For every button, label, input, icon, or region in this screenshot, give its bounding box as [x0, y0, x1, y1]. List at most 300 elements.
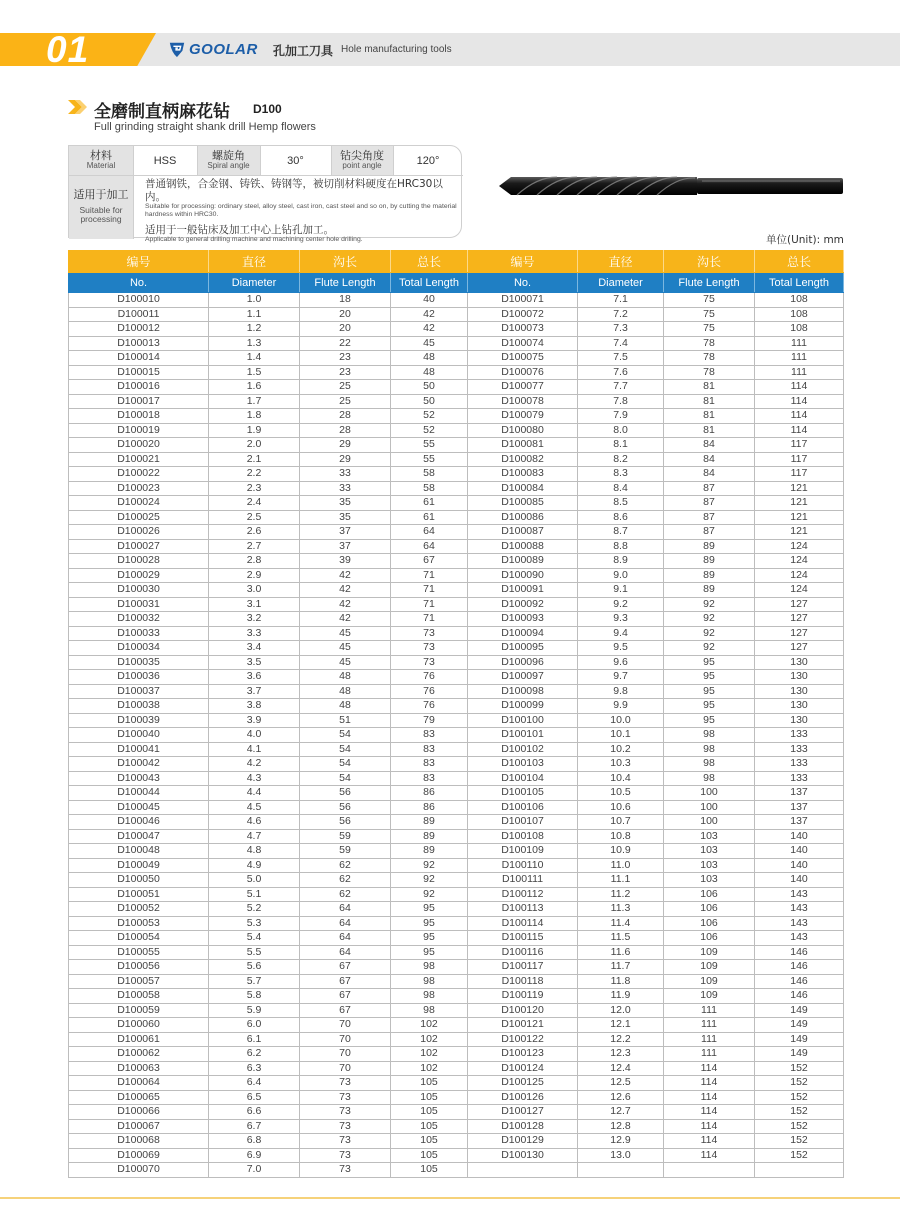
- cell-no: D100044: [69, 786, 209, 801]
- cell-total-length-2: 124: [755, 568, 844, 583]
- cell-no-2: D100127: [468, 1105, 578, 1120]
- cell-flute-length-2: 98: [664, 742, 755, 757]
- cell-diameter-2: 7.7: [578, 380, 664, 395]
- cell-total-length-2: [755, 1163, 844, 1178]
- cell-diameter: 2.1: [209, 452, 300, 467]
- cell-no-2: D100083: [468, 467, 578, 482]
- cell-no: D100061: [69, 1032, 209, 1047]
- cell-flute-length: 35: [300, 510, 391, 525]
- table-row: [69, 1105, 844, 1120]
- cell-flute-length: 37: [300, 539, 391, 554]
- cell-diameter: 2.2: [209, 467, 300, 482]
- cell-no-2: D100105: [468, 786, 578, 801]
- cell-total-length-2: 146: [755, 945, 844, 960]
- cell-diameter-2: 10.0: [578, 713, 664, 728]
- table-row: [69, 641, 844, 656]
- cell-no: D100047: [69, 829, 209, 844]
- cell-diameter: 1.6: [209, 380, 300, 395]
- cell-total-length: 61: [391, 496, 468, 511]
- table-row: [69, 960, 844, 975]
- cell-no: D100013: [69, 336, 209, 351]
- cell-no-2: D100078: [468, 394, 578, 409]
- cell-no-2: D100101: [468, 728, 578, 743]
- cell-total-length: 55: [391, 452, 468, 467]
- cell-flute-length-2: 84: [664, 467, 755, 482]
- cell-no-2: D100108: [468, 829, 578, 844]
- cell-diameter: 6.2: [209, 1047, 300, 1062]
- cell-total-length-2: 108: [755, 322, 844, 337]
- cell-flute-length-2: 81: [664, 380, 755, 395]
- cell-total-length: 76: [391, 670, 468, 685]
- cell-diameter-2: 8.4: [578, 481, 664, 496]
- cell-flute-length: 62: [300, 858, 391, 873]
- table-row: [69, 351, 844, 366]
- cell-flute-length-2: 81: [664, 423, 755, 438]
- cell-total-length-2: 152: [755, 1148, 844, 1163]
- table-row: [69, 684, 844, 699]
- cell-total-length-2: 133: [755, 771, 844, 786]
- header-total-en-2: Total Length: [755, 273, 844, 293]
- cell-flute-length-2: 114: [664, 1119, 755, 1134]
- cell-total-length-2: 127: [755, 597, 844, 612]
- cell-no-2: D100077: [468, 380, 578, 395]
- cell-no-2: D100120: [468, 1003, 578, 1018]
- cell-no-2: D100092: [468, 597, 578, 612]
- cell-diameter: 3.4: [209, 641, 300, 656]
- cell-total-length-2: 108: [755, 293, 844, 308]
- cell-total-length: 92: [391, 858, 468, 873]
- cell-flute-length-2: 103: [664, 829, 755, 844]
- table-row: [69, 916, 844, 931]
- cell-no: D100035: [69, 655, 209, 670]
- cell-total-length-2: 130: [755, 655, 844, 670]
- cell-diameter: 6.0: [209, 1018, 300, 1033]
- cell-total-length-2: 127: [755, 612, 844, 627]
- cell-diameter-2: 11.3: [578, 902, 664, 917]
- cell-total-length-2: 127: [755, 641, 844, 656]
- table-row: [69, 974, 844, 989]
- cell-flute-length: 54: [300, 757, 391, 772]
- page-number: 01: [46, 29, 90, 70]
- cell-flute-length-2: [664, 1163, 755, 1178]
- cell-diameter: 5.7: [209, 974, 300, 989]
- table-row: [69, 655, 844, 670]
- cell-flute-length: 29: [300, 438, 391, 453]
- cell-flute-length-2: 111: [664, 1047, 755, 1062]
- cell-flute-length-2: 109: [664, 945, 755, 960]
- cell-flute-length-2: 114: [664, 1134, 755, 1149]
- table-row: [69, 293, 844, 308]
- cell-diameter: 4.1: [209, 742, 300, 757]
- cell-flute-length: 56: [300, 800, 391, 815]
- cell-diameter: 6.9: [209, 1148, 300, 1163]
- cell-total-length-2: 149: [755, 1032, 844, 1047]
- table-row: [69, 1076, 844, 1091]
- cell-flute-length: 59: [300, 844, 391, 859]
- cell-total-length: 89: [391, 844, 468, 859]
- cell-flute-length-2: 109: [664, 974, 755, 989]
- cell-flute-length-2: 92: [664, 626, 755, 641]
- header-flute-en: Flute Length: [300, 273, 391, 293]
- cell-diameter-2: 11.4: [578, 916, 664, 931]
- cell-flute-length-2: 100: [664, 815, 755, 830]
- table-row: [69, 481, 844, 496]
- cell-total-length: 98: [391, 974, 468, 989]
- cell-flute-length: 23: [300, 351, 391, 366]
- cell-total-length: 83: [391, 757, 468, 772]
- cell-flute-length: 18: [300, 293, 391, 308]
- cell-no-2: D100099: [468, 699, 578, 714]
- cell-flute-length: 42: [300, 583, 391, 598]
- cell-flute-length: 39: [300, 554, 391, 569]
- cell-no-2: D100073: [468, 322, 578, 337]
- category-cn: 孔加工刀具: [273, 44, 334, 58]
- cell-total-length-2: 111: [755, 336, 844, 351]
- unit-label: 单位(Unit): mm: [766, 234, 844, 246]
- cell-flute-length-2: 95: [664, 699, 755, 714]
- cell-no: D100058: [69, 989, 209, 1004]
- cell-diameter: 5.9: [209, 1003, 300, 1018]
- cell-no: D100018: [69, 409, 209, 424]
- cell-flute-length-2: 106: [664, 916, 755, 931]
- cell-diameter: 4.8: [209, 844, 300, 859]
- cell-no-2: D100102: [468, 742, 578, 757]
- cell-diameter-2: 11.2: [578, 887, 664, 902]
- cell-no-2: D100082: [468, 452, 578, 467]
- cell-diameter-2: 9.5: [578, 641, 664, 656]
- cell-no-2: D100084: [468, 481, 578, 496]
- cell-flute-length: 22: [300, 336, 391, 351]
- table-row: [69, 438, 844, 453]
- table-row: [69, 1090, 844, 1105]
- cell-no-2: D100109: [468, 844, 578, 859]
- cell-total-length-2: 152: [755, 1134, 844, 1149]
- cell-total-length-2: 146: [755, 960, 844, 975]
- cell-diameter: 4.7: [209, 829, 300, 844]
- cell-no: D100042: [69, 757, 209, 772]
- cell-diameter: 1.7: [209, 394, 300, 409]
- cell-no: D100052: [69, 902, 209, 917]
- table-row: [69, 902, 844, 917]
- table-row: [69, 945, 844, 960]
- cell-diameter: 5.5: [209, 945, 300, 960]
- table-row: [69, 757, 844, 772]
- cell-total-length: 98: [391, 1003, 468, 1018]
- cell-no: D100065: [69, 1090, 209, 1105]
- cell-total-length: 50: [391, 394, 468, 409]
- cell-no-2: D100089: [468, 554, 578, 569]
- cell-no: D100046: [69, 815, 209, 830]
- cell-no: D100031: [69, 597, 209, 612]
- cell-flute-length-2: 81: [664, 394, 755, 409]
- point-angle-label: 钻尖角度 point angle: [331, 146, 393, 175]
- cell-diameter-2: 9.7: [578, 670, 664, 685]
- header-no-en-2: No.: [468, 273, 578, 293]
- cell-flute-length: 73: [300, 1134, 391, 1149]
- cell-flute-length: 59: [300, 829, 391, 844]
- cell-no-2: D100086: [468, 510, 578, 525]
- cell-diameter-2: 9.4: [578, 626, 664, 641]
- cell-no: D100034: [69, 641, 209, 656]
- cell-total-length-2: 143: [755, 916, 844, 931]
- cell-diameter-2: 8.6: [578, 510, 664, 525]
- cell-no-2: D100090: [468, 568, 578, 583]
- category-en: Hole manufacturing tools: [341, 44, 452, 55]
- cell-no: D100054: [69, 931, 209, 946]
- cell-flute-length: 64: [300, 931, 391, 946]
- cell-total-length-2: 152: [755, 1119, 844, 1134]
- cell-total-length: 58: [391, 467, 468, 482]
- cell-total-length: 105: [391, 1163, 468, 1178]
- header-flute-cn-2: 沟长: [664, 251, 755, 273]
- material-label: 材料 Material: [69, 146, 133, 175]
- cell-diameter-2: 11.1: [578, 873, 664, 888]
- table-row: [69, 1032, 844, 1047]
- cell-flute-length: 42: [300, 612, 391, 627]
- cell-total-length: 61: [391, 510, 468, 525]
- cell-total-length: 48: [391, 365, 468, 380]
- cell-diameter: 3.9: [209, 713, 300, 728]
- cell-no: D100027: [69, 539, 209, 554]
- cell-diameter: 4.6: [209, 815, 300, 830]
- table-row: [69, 1148, 844, 1163]
- cell-no: D100050: [69, 873, 209, 888]
- cell-no: D100040: [69, 728, 209, 743]
- cell-total-length: 95: [391, 902, 468, 917]
- cell-diameter-2: 11.0: [578, 858, 664, 873]
- cell-flute-length: 64: [300, 902, 391, 917]
- cell-no: D100029: [69, 568, 209, 583]
- cell-flute-length: 73: [300, 1076, 391, 1091]
- header-diameter-en-2: Diameter: [578, 273, 664, 293]
- cell-total-length-2: 111: [755, 365, 844, 380]
- cell-total-length-2: 117: [755, 438, 844, 453]
- cell-flute-length: 51: [300, 713, 391, 728]
- cell-flute-length-2: 106: [664, 887, 755, 902]
- cell-flute-length: 48: [300, 670, 391, 685]
- header-diameter-en: Diameter: [209, 273, 300, 293]
- cell-flute-length: 70: [300, 1047, 391, 1062]
- table-row: [69, 612, 844, 627]
- cell-no: D100017: [69, 394, 209, 409]
- cell-flute-length-2: 114: [664, 1061, 755, 1076]
- cell-no: D100066: [69, 1105, 209, 1120]
- cell-diameter: 3.0: [209, 583, 300, 598]
- cell-no: D100011: [69, 307, 209, 322]
- cell-total-length: 71: [391, 583, 468, 598]
- title-arrow-icon: [68, 100, 88, 114]
- table-header-en: [69, 273, 844, 293]
- cell-no-2: D100115: [468, 931, 578, 946]
- table-row: [69, 467, 844, 482]
- cell-diameter-2: 7.6: [578, 365, 664, 380]
- cell-flute-length-2: 92: [664, 641, 755, 656]
- cell-total-length-2: 140: [755, 858, 844, 873]
- cell-flute-length: 42: [300, 568, 391, 583]
- cell-total-length: 42: [391, 307, 468, 322]
- cell-flute-length: 62: [300, 873, 391, 888]
- cell-flute-length: 20: [300, 322, 391, 337]
- cell-no: D100030: [69, 583, 209, 598]
- cell-total-length-2: 133: [755, 757, 844, 772]
- cell-total-length: 89: [391, 829, 468, 844]
- table-row: [69, 728, 844, 743]
- header-total-en: Total Length: [391, 273, 468, 293]
- table-header-cn: [69, 251, 844, 273]
- cell-no-2: D100117: [468, 960, 578, 975]
- cell-flute-length: 37: [300, 525, 391, 540]
- cell-flute-length: 70: [300, 1032, 391, 1047]
- table-row: [69, 771, 844, 786]
- cell-diameter: 4.3: [209, 771, 300, 786]
- cell-total-length-2: 149: [755, 1018, 844, 1033]
- cell-no-2: D100076: [468, 365, 578, 380]
- cell-no-2: D100110: [468, 858, 578, 873]
- cell-flute-length-2: 98: [664, 757, 755, 772]
- cell-diameter-2: 8.9: [578, 554, 664, 569]
- cell-flute-length: 25: [300, 394, 391, 409]
- cell-diameter: 4.0: [209, 728, 300, 743]
- cell-no-2: D100094: [468, 626, 578, 641]
- table-row: [69, 583, 844, 598]
- cell-total-length: 102: [391, 1018, 468, 1033]
- cell-diameter: 3.6: [209, 670, 300, 685]
- cell-no: D100028: [69, 554, 209, 569]
- cell-diameter-2: 10.5: [578, 786, 664, 801]
- cell-diameter-2: 12.3: [578, 1047, 664, 1062]
- cell-no: D100024: [69, 496, 209, 511]
- cell-diameter: 5.1: [209, 887, 300, 902]
- cell-total-length: 86: [391, 786, 468, 801]
- cell-total-length: 86: [391, 800, 468, 815]
- brand-logo: [168, 39, 258, 59]
- cell-flute-length: 54: [300, 771, 391, 786]
- cell-total-length: 95: [391, 916, 468, 931]
- cell-total-length-2: 152: [755, 1105, 844, 1120]
- cell-diameter: 2.8: [209, 554, 300, 569]
- cell-total-length: 71: [391, 568, 468, 583]
- table-row: [69, 829, 844, 844]
- cell-no: D100057: [69, 974, 209, 989]
- cell-flute-length-2: 114: [664, 1148, 755, 1163]
- cell-total-length-2: 117: [755, 452, 844, 467]
- table-row: [69, 322, 844, 337]
- cell-total-length-2: 140: [755, 829, 844, 844]
- footer-line: [0, 1197, 900, 1199]
- cell-diameter-2: 11.6: [578, 945, 664, 960]
- cell-no-2: D100075: [468, 351, 578, 366]
- cell-diameter: 2.4: [209, 496, 300, 511]
- cell-total-length: 105: [391, 1148, 468, 1163]
- cell-no: D100070: [69, 1163, 209, 1178]
- cell-flute-length: 20: [300, 307, 391, 322]
- cell-no-2: D100079: [468, 409, 578, 424]
- cell-total-length-2: 114: [755, 380, 844, 395]
- cell-flute-length-2: 75: [664, 293, 755, 308]
- cell-diameter: 6.3: [209, 1061, 300, 1076]
- table-row: [69, 670, 844, 685]
- cell-flute-length-2: 75: [664, 307, 755, 322]
- header-no-cn-2: 编号: [468, 251, 578, 273]
- cell-diameter: 5.0: [209, 873, 300, 888]
- cell-total-length: 95: [391, 945, 468, 960]
- table-row: [69, 626, 844, 641]
- cell-no: D100023: [69, 481, 209, 496]
- cell-no: D100051: [69, 887, 209, 902]
- cell-diameter-2: 9.8: [578, 684, 664, 699]
- table-body: [69, 293, 844, 1178]
- cell-diameter-2: 10.1: [578, 728, 664, 743]
- cell-total-length-2: 152: [755, 1090, 844, 1105]
- material-value: HSS: [153, 154, 177, 167]
- cell-diameter: 1.4: [209, 351, 300, 366]
- cell-total-length: 89: [391, 815, 468, 830]
- cell-total-length-2: 121: [755, 525, 844, 540]
- cell-diameter: 3.5: [209, 655, 300, 670]
- cell-no: D100041: [69, 742, 209, 757]
- cell-no: D100056: [69, 960, 209, 975]
- cell-no-2: D100125: [468, 1076, 578, 1091]
- cell-flute-length: 33: [300, 467, 391, 482]
- cell-diameter-2: 12.0: [578, 1003, 664, 1018]
- point-angle-value: 120°: [416, 154, 440, 167]
- cell-no: D100026: [69, 525, 209, 540]
- cell-flute-length-2: 87: [664, 510, 755, 525]
- cell-total-length-2: 130: [755, 684, 844, 699]
- cell-diameter-2: 12.6: [578, 1090, 664, 1105]
- cell-total-length: 52: [391, 409, 468, 424]
- cell-total-length: 76: [391, 699, 468, 714]
- table-row: [69, 699, 844, 714]
- cell-flute-length: 23: [300, 365, 391, 380]
- cell-flute-length-2: 98: [664, 771, 755, 786]
- table-row: [69, 496, 844, 511]
- cell-flute-length: 67: [300, 960, 391, 975]
- cell-total-length: 98: [391, 989, 468, 1004]
- cell-diameter: 6.4: [209, 1076, 300, 1091]
- cell-no: D100067: [69, 1119, 209, 1134]
- cell-diameter: 5.4: [209, 931, 300, 946]
- cell-flute-length-2: 95: [664, 670, 755, 685]
- cell-total-length: 71: [391, 612, 468, 627]
- cell-diameter-2: 10.2: [578, 742, 664, 757]
- cell-diameter: 3.2: [209, 612, 300, 627]
- cell-diameter: 6.1: [209, 1032, 300, 1047]
- cell-total-length: 64: [391, 539, 468, 554]
- cell-diameter-2: 9.6: [578, 655, 664, 670]
- cell-no-2: D100071: [468, 293, 578, 308]
- cell-flute-length-2: 87: [664, 496, 755, 511]
- cell-total-length: 95: [391, 931, 468, 946]
- table-row: [69, 365, 844, 380]
- cell-total-length-2: 117: [755, 467, 844, 482]
- cell-diameter-2: 7.1: [578, 293, 664, 308]
- cell-no: D100055: [69, 945, 209, 960]
- cell-diameter: 2.5: [209, 510, 300, 525]
- cell-flute-length: 73: [300, 1090, 391, 1105]
- cell-total-length-2: 124: [755, 539, 844, 554]
- brand-name: GOOLAR: [189, 40, 258, 58]
- cell-no-2: D100081: [468, 438, 578, 453]
- cell-no-2: D100119: [468, 989, 578, 1004]
- cell-flute-length-2: 78: [664, 351, 755, 366]
- cell-no-2: D100096: [468, 655, 578, 670]
- processing-description: 普通钢铁，合金钢、铸铁、铸钢等，被切削材料硬度在HRC30以内。 Suitable for processing: ordinary steel, alloy steel, cast iron, cast steel and so on, by cutting the material hardness within HRC30. 适用于一般钻床及加工中心上钻孔加工。 Applicable to general drilling machine and machining center hole drilling.: [145, 178, 457, 244]
- cell-diameter: 5.3: [209, 916, 300, 931]
- cell-no: D100039: [69, 713, 209, 728]
- cell-flute-length: 48: [300, 684, 391, 699]
- cell-flute-length: 45: [300, 641, 391, 656]
